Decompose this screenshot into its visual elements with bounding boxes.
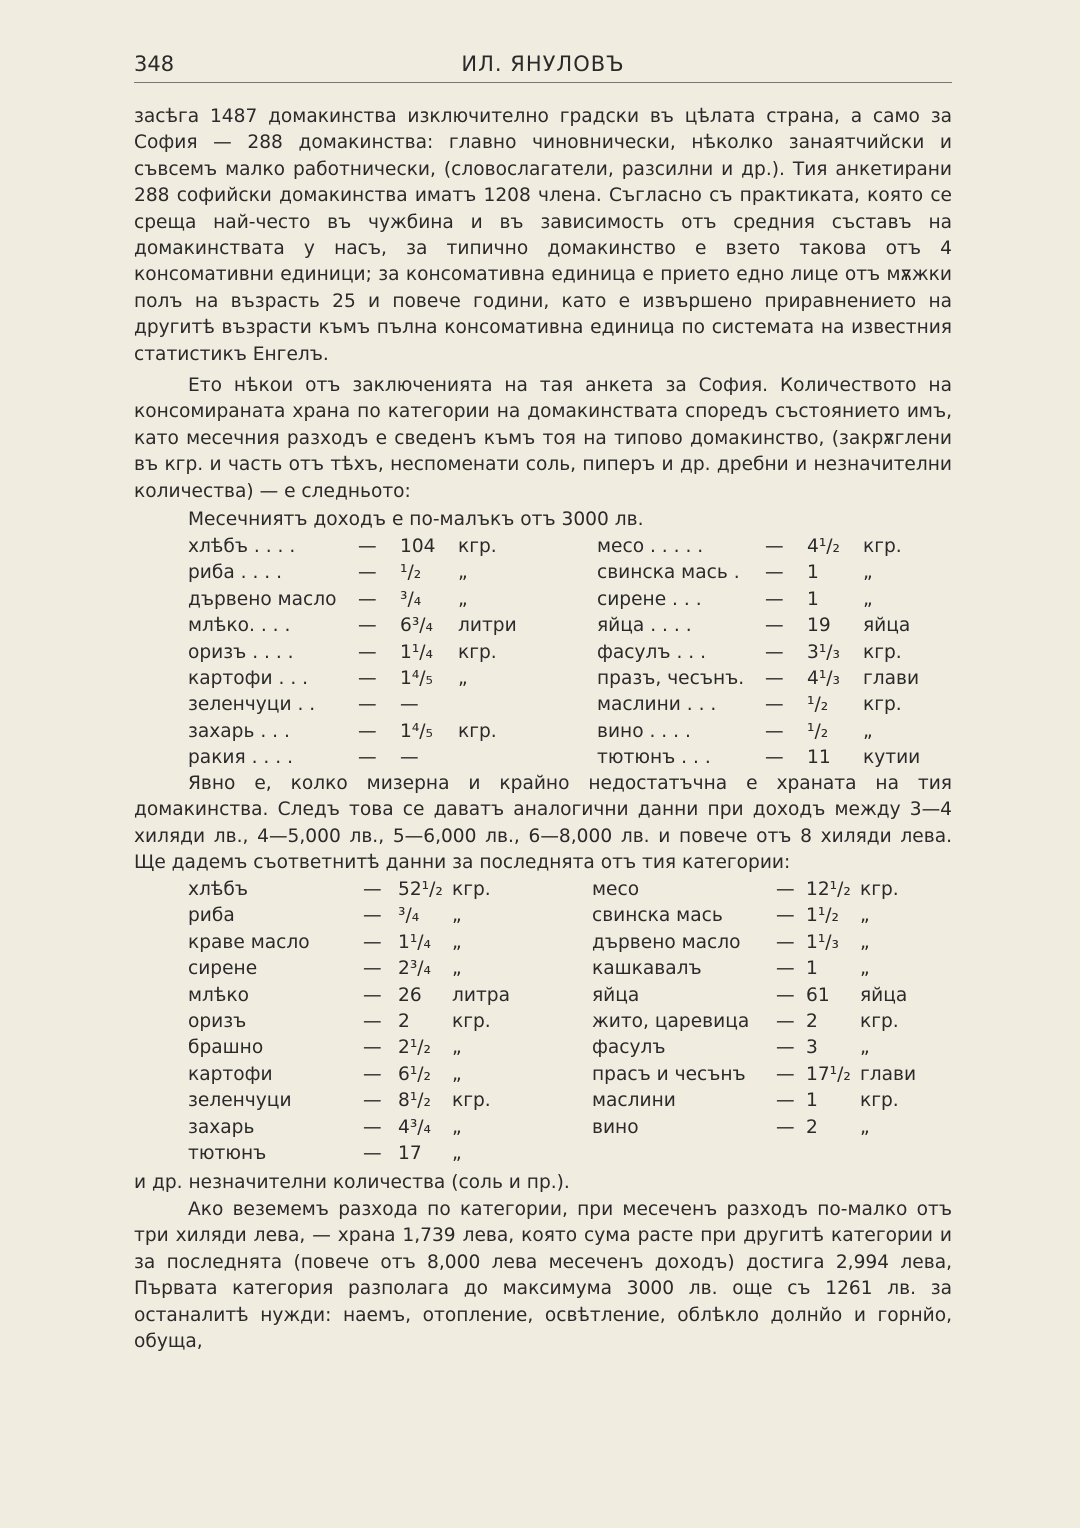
cell-dash: — (363, 905, 382, 927)
table-row (597, 534, 952, 560)
cell-dash: — (765, 615, 784, 637)
cell-item: млѣко (188, 984, 250, 1006)
table1-left-column (188, 534, 548, 772)
cell-qty: ¹/₂ (400, 562, 422, 584)
cell-item: ракия . . . . (188, 747, 293, 769)
cell-qty: 1 (807, 562, 819, 584)
cell-dash: — (358, 747, 377, 769)
cell-dash: — (363, 958, 382, 980)
cell-dash: — (358, 641, 377, 663)
table-row (188, 692, 548, 718)
cell-qty: 12¹/₂ (806, 879, 851, 900)
cell-item: хлѣбъ (188, 879, 248, 900)
cell-item: захарь . . . (188, 720, 290, 742)
cell-dash: — (358, 536, 377, 557)
table-row (188, 956, 548, 982)
cell-qty: ¹/₂ (807, 720, 829, 742)
cell-dash: — (363, 879, 382, 900)
cell-dash: — (765, 588, 784, 610)
cell-item: оризъ . . . . (188, 641, 294, 663)
cell-qty: 52¹/₂ (398, 879, 443, 900)
page-number: 348 (134, 52, 175, 76)
cell-qty: 1¹/₄ (400, 641, 434, 663)
third-paragraph: Явно е, колко мизерна и крайно недостатъчна е храната на тия домакинства. Следъ това се даватъ аналогични данни при доходъ между 3—4 хиляди лв., 4—5,000 лв., 5—6,000 лв., 6—8,000 лв. и повече отъ 8 хиляди лева. Ще дадемъ съответнитѣ данни за последнята отъ тия категории: (134, 773, 952, 874)
table-row (597, 692, 952, 718)
cell-unit: „ (452, 958, 462, 980)
cell-item: зеленчуци . . (188, 694, 316, 716)
cell-item: маслини . . . (597, 694, 717, 716)
cell-dash: — (776, 879, 795, 900)
table-row (592, 1115, 952, 1141)
table1-heading: Месечниятъ доходъ е по-малъкъ отъ 3000 лв. (188, 509, 644, 530)
cell-qty: 2 (806, 1010, 818, 1032)
cell-dash: — (765, 641, 784, 663)
table-row (188, 1088, 548, 1114)
table-row (188, 1115, 548, 1141)
cell-item: свинска мась (592, 905, 723, 927)
table-row (597, 640, 952, 666)
cell-dash: — (358, 562, 377, 584)
table2-right-column (592, 877, 952, 1141)
cell-dash: — (776, 1090, 795, 1112)
table-row (188, 1141, 548, 1167)
cell-item: тютюнъ . . . (597, 747, 711, 769)
cell-unit: кгр. (860, 1090, 899, 1112)
cell-qty: ³/₄ (400, 588, 422, 610)
final-paragraph: Ако веземемъ разхода по категории, при месеченъ разходъ по-малко отъ три хиляди лева, — храна 1,739 лева, която сума расте при другитѣ категории и за последнята (повече отъ 8,000 лева месеченъ доходъ) достига 2,994 лева, Първата категория разполага до максимума 3000 лв. още съ 1261 лв. за останалитѣ нужди: наемъ, отопление, освѣтление, облѣкло долнйо и горнйо, обуща, (134, 1199, 952, 1353)
table-row (597, 613, 952, 639)
cell-dash: — (765, 562, 784, 584)
cell-qty: 19 (807, 615, 831, 637)
cell-unit: „ (452, 1116, 462, 1138)
table-row (592, 930, 952, 956)
table-row (188, 983, 548, 1009)
table-row (188, 745, 548, 771)
cell-qty: 1¹/₂ (806, 905, 840, 927)
table-row (592, 983, 952, 1009)
table-row (188, 930, 548, 956)
cell-item: сирене . . . (597, 588, 702, 610)
cell-item: месо (592, 879, 640, 900)
second-paragraph: Ето нѣкои отъ заключенията на тая анкета за София. Количеството на консомираната храна по категории на домакинствата споредъ състоянието имъ, като месечния разходъ е сведенъ къмъ тоя на типово домакинство, (закрѫглени въ кгр. и часть отъ тѣхъ, неспоменати соль, пиперъ и др. дребни и незначителни количества) — е следньото: (134, 375, 952, 502)
cell-qty: 8¹/₂ (398, 1090, 432, 1112)
cell-dash: — (776, 931, 795, 953)
cell-unit: кгр. (452, 879, 491, 900)
cell-qty: 6³/₄ (400, 615, 434, 637)
cell-item: риба . . . . (188, 562, 283, 584)
cell-qty: 3¹/₃ (807, 641, 841, 663)
cell-unit: „ (863, 562, 873, 584)
cell-unit: кгр. (458, 536, 497, 557)
cell-item: тютюнъ (188, 1142, 267, 1164)
table-row (592, 956, 952, 982)
cell-dash: — (776, 1116, 795, 1138)
running-head: ИЛ. ЯНУЛОВЪ (461, 52, 625, 76)
cell-item: празъ, чесънъ. (597, 667, 745, 689)
cell-dash: — (765, 720, 784, 742)
cell-unit: „ (860, 1037, 870, 1059)
cell-unit: „ (863, 720, 873, 742)
cell-qty: 1¹/₄ (398, 931, 432, 953)
cell-item: месо . . . . . (597, 536, 704, 557)
cell-qty: 61 (806, 984, 830, 1006)
cell-dash: — (358, 667, 377, 689)
cell-dash: — (358, 615, 377, 637)
table-row (188, 560, 548, 586)
cell-qty: 2 (806, 1116, 818, 1138)
cell-unit: кгр. (863, 694, 902, 716)
cell-item: фасулъ . . . (597, 641, 707, 663)
cell-item: сирене (188, 958, 258, 980)
table2-left-column (188, 877, 548, 1167)
cell-item: краве масло (188, 931, 310, 953)
cell-item: дървено масло (188, 588, 337, 610)
cell-item: зеленчуци (188, 1090, 292, 1112)
cell-item: вино (592, 1116, 639, 1138)
cell-dash: — (765, 536, 784, 557)
table-row (188, 613, 548, 639)
table-row (188, 1035, 548, 1061)
cell-dash: — (363, 1090, 382, 1112)
cell-unit: „ (458, 588, 468, 610)
cell-dash: — (776, 958, 795, 980)
cell-qty: 1 (807, 588, 819, 610)
cell-item: риба (188, 905, 235, 927)
cell-unit: „ (458, 667, 468, 689)
cell-qty: 2 (398, 1010, 410, 1032)
cell-qty: 1 (806, 958, 818, 980)
cell-unit: кгр. (860, 879, 899, 900)
cell-qty: — (400, 747, 419, 769)
cell-dash: — (363, 931, 382, 953)
cell-item: яйца (592, 984, 640, 1006)
cell-qty: 1 (806, 1090, 818, 1112)
cell-item: вино . . . . (597, 720, 691, 742)
table-row (188, 534, 548, 560)
cell-item: картофи . . . (188, 667, 309, 689)
cell-item: оризъ (188, 1010, 247, 1032)
cell-item: жито, царевица (592, 1010, 750, 1032)
cell-unit: кгр. (452, 1010, 491, 1032)
cell-unit: яйца (863, 615, 911, 637)
cell-item: маслини (592, 1090, 676, 1112)
cell-unit: „ (860, 931, 870, 953)
table-row (597, 745, 952, 771)
cell-unit: „ (860, 958, 870, 980)
cell-item: брашно (188, 1037, 264, 1059)
after-table-note: и др. незначителни количества (соль и пр.). (134, 1172, 570, 1193)
table-row (188, 903, 548, 929)
cell-item: дървено масло (592, 931, 741, 953)
cell-dash: — (776, 984, 795, 1006)
cell-unit: кгр. (860, 1010, 899, 1032)
cell-qty: 2¹/₂ (398, 1037, 432, 1059)
cell-dash: — (363, 984, 382, 1006)
cell-dash: — (765, 667, 784, 689)
intro-paragraph: засѣга 1487 домакинства изключително градски въ цѣлата страна, а само за София — 288 домакинства: главно чиновнически, нѣколко занаятчийски и съвсемъ малко работнически, (словослагатели, разсилни и др.). Тия анкетирани 288 софийски домакинства иматъ 1208 члена. Съгласно съ практиката, която се среща най-често въ чужбина и въ зависимость отъ средния съставъ на домакинствата у насъ, за типично домакинство е взето такова отъ 4 консомативни единици; за консомативна единица е прието едно лице отъ мѫжки полъ на възрасть 25 и повече години, като е извършено приравнението на другитѣ възрасти къмъ пълна консомативна единица по системата на известния статистикъ Енгелъ. (134, 106, 952, 365)
cell-unit: „ (458, 562, 468, 584)
cell-unit: кутии (863, 747, 921, 769)
table-row (597, 719, 952, 745)
cell-qty: ³/₄ (398, 905, 420, 927)
table-row (188, 1009, 548, 1035)
cell-unit: литра (452, 984, 510, 1006)
cell-dash: — (776, 1063, 795, 1085)
cell-qty: 4³/₄ (398, 1116, 432, 1138)
cell-qty: 2³/₄ (398, 958, 432, 980)
cell-qty: 17 (398, 1142, 422, 1164)
cell-qty: 3 (806, 1037, 818, 1059)
cell-unit: „ (452, 905, 462, 927)
table-row (597, 666, 952, 692)
cell-unit: „ (860, 1116, 870, 1138)
cell-dash: — (358, 694, 377, 716)
cell-qty: 1¹/₃ (806, 931, 840, 953)
cell-dash: — (363, 1037, 382, 1059)
cell-unit: кгр. (863, 536, 902, 557)
cell-dash: — (776, 1037, 795, 1059)
cell-unit: кгр. (452, 1090, 491, 1112)
cell-item: яйца . . . . (597, 615, 692, 637)
cell-unit: яйца (860, 984, 908, 1006)
cell-qty: 17¹/₂ (806, 1063, 851, 1085)
cell-item: фасулъ (592, 1037, 666, 1059)
cell-dash: — (363, 1142, 382, 1164)
table-row (597, 560, 952, 586)
cell-unit: „ (452, 1142, 462, 1164)
table-row (592, 1009, 952, 1035)
cell-dash: — (358, 588, 377, 610)
cell-dash: — (776, 1010, 795, 1032)
cell-dash: — (358, 720, 377, 742)
page-header (134, 50, 952, 83)
cell-dash: — (765, 747, 784, 769)
table-row (592, 1088, 952, 1114)
cell-item: кашкавалъ (592, 958, 702, 980)
cell-unit: „ (860, 905, 870, 927)
cell-item: млѣко. . . . (188, 615, 291, 637)
cell-unit: литри (458, 615, 517, 637)
table-row (188, 640, 548, 666)
cell-item: прасъ и чесънъ (592, 1063, 746, 1085)
cell-unit: кгр. (863, 641, 902, 663)
cell-dash: — (765, 694, 784, 716)
cell-unit: „ (452, 931, 462, 953)
table1-right-column (597, 534, 952, 772)
cell-unit: „ (452, 1037, 462, 1059)
cell-dash: — (776, 905, 795, 927)
cell-dash: — (363, 1116, 382, 1138)
table-row (188, 587, 548, 613)
table-row (592, 1062, 952, 1088)
cell-unit: „ (863, 588, 873, 610)
table-row (592, 1035, 952, 1061)
cell-qty: 1⁴/₅ (400, 667, 434, 689)
table-row (188, 666, 548, 692)
cell-qty: 1⁴/₅ (400, 720, 434, 742)
cell-qty: ¹/₂ (807, 694, 829, 716)
cell-item: хлѣбъ . . . . (188, 536, 296, 557)
table-row (592, 903, 952, 929)
cell-item: захарь (188, 1116, 255, 1138)
cell-dash: — (363, 1010, 382, 1032)
table-row (188, 719, 548, 745)
cell-item: свинска мась . (597, 562, 740, 584)
cell-qty: — (400, 694, 419, 716)
cell-qty: 4¹/₃ (807, 667, 841, 689)
table-row (188, 1062, 548, 1088)
cell-qty: 26 (398, 984, 422, 1006)
cell-item: картофи (188, 1063, 273, 1085)
cell-qty: 11 (807, 747, 831, 769)
table-row (592, 877, 952, 903)
cell-unit: „ (452, 1063, 462, 1085)
cell-qty: 4¹/₂ (807, 536, 841, 557)
table-row (188, 877, 548, 903)
cell-qty: 6¹/₂ (398, 1063, 432, 1085)
cell-qty: 104 (400, 536, 436, 557)
cell-unit: кгр. (458, 641, 497, 663)
cell-unit: глави (863, 667, 920, 689)
cell-unit: глави (860, 1063, 917, 1085)
cell-unit: кгр. (458, 720, 497, 742)
table-row (597, 587, 952, 613)
cell-dash: — (363, 1063, 382, 1085)
